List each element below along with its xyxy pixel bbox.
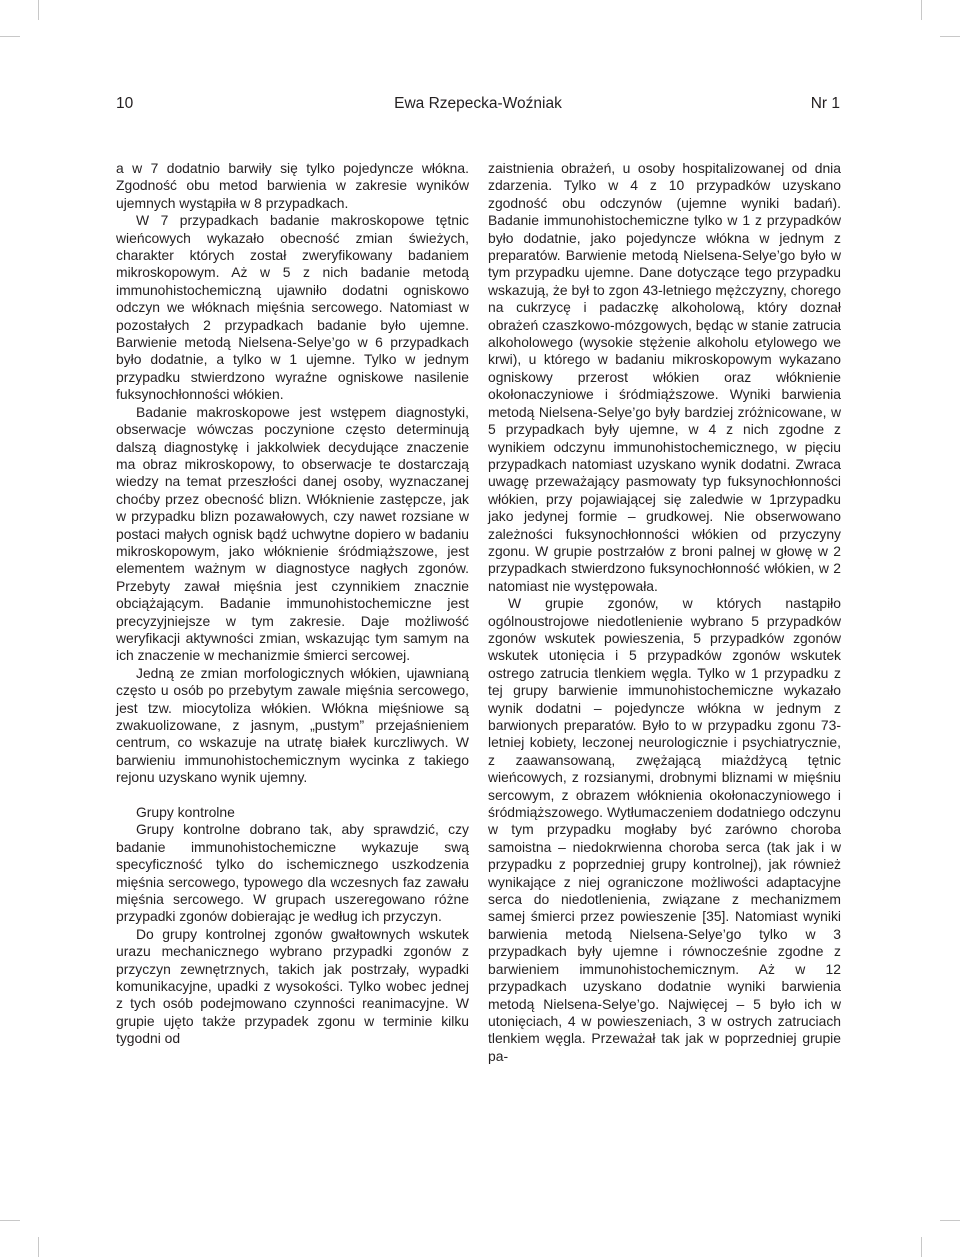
paragraph: zaistnienia obrażeń, u osoby hospitalizowanej od dnia zdarzenia. Tylko w 4 z 10 przypadków uzyskano zgodność obu odczynów (ujemne wyniki badań). Badanie immunohistochemiczne tylko w 1 z przypadków było dodatnie, jako pojedyncze włókna w jednym z preparatów. Barwienie metodą Nielsena-Selye’go było w tym przypadku ujemne. Dane dotyczące tego przypadku wskazują, że był to zgon 43-letniego mężczyzny, chorego na cukrzycę i padaczkę alkoholową, który doznał obrażeń czaszkowo-mózgowych, będąc w stanie zatrucia alkoholowego (wysokie stężenie alkoholu etylowego we krwi), u którego w badaniu mikroskopowym wykazano ogniskowy przerost włókien oraz włóknienie okołonaczyniowe i śródmiąższowe. Wyniki barwienia metodą Nielsena-Selye’go były bardziej zróżnicowane, w 5 przypadkach były ujemne, w 4 z nich zgodne z wynikiem odczynu immunohistochemicznego, w pięciu przypadkach natomiast uzyskano wynik dodatni. Zwraca uwagę przeważający pasmowaty typ fuksynochłonności włókien, przy pojawiającej się zaledwie w 1przypadku jako jedynej formie – grudkowej. Nie obserwowano zależności fuksynochłonności włókien od przyczyny zgonu. W grupie postrzałów z broni palnej w głowę w 2 przypadkach stwierdzono fuksynochłonność włókien, w 2 natomiast nie występowała. bbox=[488, 160, 841, 594]
running-header bbox=[116, 93, 840, 115]
crop-mark-top-left-v bbox=[38, 0, 39, 20]
left-column bbox=[116, 160, 469, 1048]
page-number: 10 bbox=[116, 95, 134, 112]
crop-mark-bottom-left-v bbox=[38, 1237, 39, 1257]
right-column bbox=[488, 160, 841, 1065]
crop-mark-bottom-right-v bbox=[921, 1237, 922, 1257]
issue-number: Nr 1 bbox=[810, 95, 840, 112]
paragraph: Badanie makroskopowe jest wstępem diagnostyki, obserwacje wówczas poczynione często determinują dalszą diagnostykę i jakkolwiek decydujące znaczenie ma obraz mikroskopowy, to obserwacje te dostarczają wiedzy na temat przeszłości danej osoby, wyznaczanej choćby przez obecność blizn. Włóknienie zastępcze, jak w przypadku blizn pozawałowych, czy nawet rozsiane w postaci małych ognisk bądź uchwytne dopiero w badaniu mikroskopowym, jako włóknienie śródmiąższowe, jest elementem ważnym w diagnostyce nagłych zgonów. Przebyty zawał mięśnia jest czynnikiem znacznie obciążającym. Badanie immunohistochemiczne jest precyzyjniejsze w tym zakresie. Daje możliwość weryfikacji aktywności zmian, wskazując tym samym na ich znaczenie w mechanizmie śmierci sercowej. bbox=[116, 403, 469, 664]
section-heading: Grupy kontrolne bbox=[136, 804, 235, 821]
author-name: Ewa Rzepecka-Woźniak bbox=[394, 95, 562, 112]
crop-mark-top-right-v bbox=[921, 0, 922, 20]
crop-mark-bottom-left bbox=[0, 1220, 20, 1221]
paragraph: a w 7 dodatnio barwiły się tylko pojedyncze włókna. Zgodność obu metod barwienia w zakresie wyników ujemnych wystąpiła w 8 przypadkach. bbox=[116, 160, 469, 211]
paragraph: W grupie zgonów, w których nastąpiło ogólnoustrojowe niedotlenienie wybrano 5 przypadków zgonów wskutek powieszenia, 5 przypadków zgonów wskutek utonięcia i 5 przypadków zgonów wskutek ostrego zatrucia tlenkiem węgla. Tylko w 1 przypadku z tej grupy barwienie immunohistochemiczne wykazało wynik dodatni – pojedyncze włókna w jednym z barwionych preparatów. Było to w przypadku zgonu 73-letniej kobiety, leczonej neurologicznie i psychiatrycznie, z zaawansowaną, zwężającą miażdżycą tętnic wieńcowych, z rozsianymi, drobnymi bliznami w mięśniu sercowym, z obrazem włóknienia okołonaczyniowego i śródmiąższowego. Wytłumaczeniem dodatniego odczynu w tym przypadku mogłaby być zarówno choroba samoistna – niedokrwienna choroba serca (tak jak i w przypadku z poprzedniej grupy kontrolnej), jak również wynikające z niej ograniczone możliwości adaptacyjne serca do niedotlenienia, związane z mechanizmem samej śmierci przez powieszenie [35]. Natomiast wyniki barwienia metodą Nielsena-Selye’go tylko w 3 przypadkach były ujemne i równocześnie zgodne z barwieniem immunohistochemicznym. Aż w 12 przypadkach uzyskano dodatnie wyniki barwienia metodą Nielsena-Selye’go. Najwięcej – 5 było ich w utonięciach, 4 w powieszeniach, 3 w ostrych zatruciach tlenkiem węgla. Przeważał tak jak w poprzedniej grupie pa- bbox=[488, 595, 841, 1064]
paragraph: W 7 przypadkach badanie makroskopowe tętnic wieńcowych wykazało obecność zmian świeżych, charakter których został zweryfikowany badaniem mikroskopowym. Aż w 5 z nich badanie metodą immunohistochemiczną ujawniło dodatni ogniskowo odczyn we włóknach mięśnia sercowego. Natomiast w pozostałych 2 przypadkach badanie było ujemne. Barwienie metodą Nielsena-Selye’go w 6 przypadkach było dodatnie, a tylko w 1 ujemne. Tylko w jednym przypadku stwierdzono wyraźne ogniskowe nasilenie fuksynochłonności włókien. bbox=[116, 212, 469, 403]
crop-mark-bottom-right bbox=[940, 1220, 960, 1221]
paragraph: Grupy kontrolne dobrano tak, aby sprawdzić, czy badanie immunohistochemiczne wykazuje swą specyficzność tylko do ischemicznego uszkodzenia mięśnia sercowego, typowego dla wczesnych faz zawału mięśnia sercowego. W grupach uszeregowano różne przypadki zgonów dobierając je według ich przyczyn. bbox=[116, 821, 469, 925]
crop-mark-top-left bbox=[0, 36, 20, 37]
paragraph: Do grupy kontrolnej zgonów gwałtownych wskutek urazu mechanicznego wybrano przypadki zgonów z przyczyn zewnętrznych, takich jak postrzały, wypadki komunikacyjne, upadki z wysokości. Tylko wobec jednej z tych osób podejmowano czynności reanimacyjne. W grupie ujęto także przypadek zgonu w terminie kilku tygodni od bbox=[116, 925, 469, 1047]
paragraph: Jedną ze zmian morfologicznych włókien, ujawnianą często u osób po przebytym zawale mięśnia sercowego, jest tzw. miocytoliza włókien. Włókna mięśniowe są zwakuolizowane, z jasnym, „pustym” przejaśnieniem centrum, co wskazuje na utratę białek kurczliwych. W barwieniu immunohistochemicznym wycinka z takiego rejonu uzyskano wynik ujemny. bbox=[116, 664, 469, 786]
crop-mark-top-right bbox=[940, 36, 960, 37]
